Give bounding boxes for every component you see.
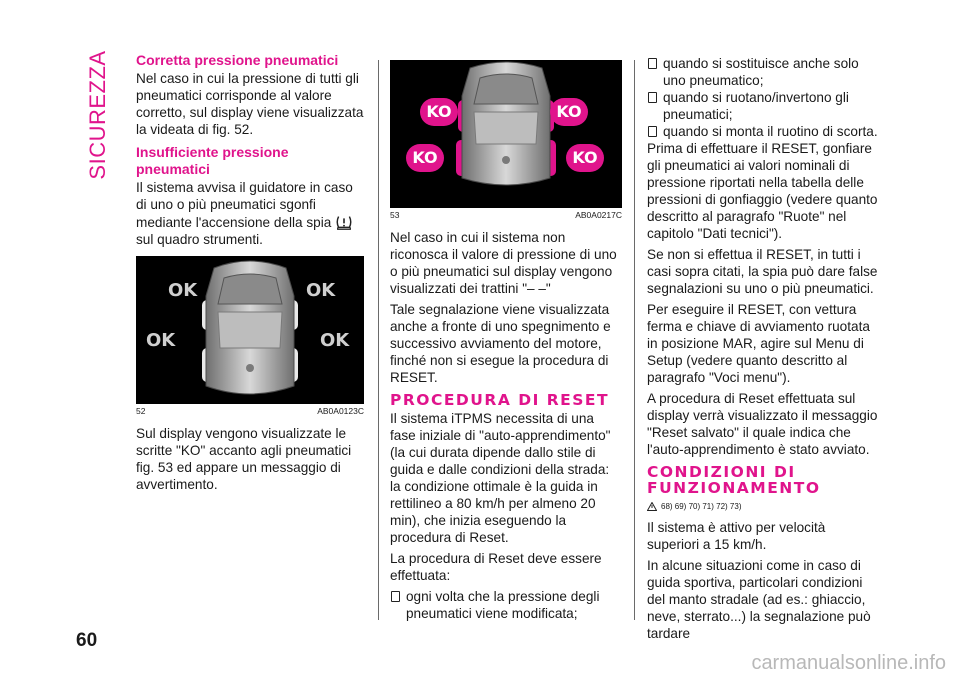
figure-caption	[390, 210, 622, 221]
paragraph: Il sistema è attivo per velocità superiori a 15 km/h.	[647, 520, 826, 552]
section-title: SICUREZZA	[85, 50, 110, 180]
figure-number: 52	[136, 406, 146, 416]
heading-reset-procedure: PROCEDURA DI RESET	[390, 391, 610, 409]
paragraph-text: Il sistema avvisa il guidatore in caso di uno o più pneumatici sgonfi mediante l'accensione della spia	[136, 180, 353, 230]
paragraph: Se non si effettua il RESET, in tutti i casi sopra citati, la spia può dare false segnalazioni su uno o più pneumatici.	[647, 247, 878, 296]
heading-operating-conditions: CONDIZIONI DI FUNZIONAMENTO	[647, 463, 821, 497]
ok-label-front-left: OK	[168, 280, 198, 301]
paragraph: Il sistema iTPMS necessita di una fase iniziale di "auto-apprendimento" (la cui durata dipende dallo stile di guida e dalle condizioni della strada: la condizione ottimale è la guida in rettilineo a 80 km/h per almeno 20 min), che inizia eseguendo la procedura di Reset.	[390, 411, 611, 545]
paragraph-text: sul quadro strumenti.	[136, 232, 263, 247]
bullet-item	[647, 55, 879, 89]
warning-reference-numbers: 68) 69) 70) 71) 72) 73)	[661, 502, 742, 511]
heading-correct-pressure: Corretta pressione pneumatici	[136, 52, 339, 68]
page-number: 60	[76, 630, 98, 651]
paragraph: Nel caso in cui la pressione di tutti gli pneumatici corrisponde al valore corretto, sul display viene visualizzata la videata di fig. 52.	[136, 71, 364, 137]
paragraph: La procedura di Reset deve essere effettuata:	[390, 551, 602, 583]
paragraph: Per eseguire il RESET, con vettura ferma e chiave di avviamento ruotata in posizione MAR, agire sul Menu di Setup (vedere quanto descritto al paragrafo "Voci menu").	[647, 302, 870, 385]
paragraph: In alcune situazioni come in caso di guida sportiva, particolari condizioni del manto stradale (ad es.: ghiaccio, neve, sterrato...) la segnalazione può tardare	[647, 558, 871, 641]
ko-badge-rear-right: KO	[566, 144, 604, 172]
paragraph: Tale segnalazione viene visualizzata anche a fronte di uno spegnimento e successivo avviamento del motore, finché non si esegue la procedura di RESET.	[390, 302, 611, 385]
watermark: carmanualsonline.info	[751, 652, 946, 674]
checkbox-bullet-icon	[648, 58, 657, 69]
bullet-text: quando si monta il ruotino di scorta.	[663, 124, 878, 139]
ok-label-rear-right: OK	[320, 330, 350, 351]
bullet-text: quando si ruotano/invertono gli pneumatici;	[663, 90, 849, 122]
column-1	[136, 52, 364, 497]
ok-label-rear-left: OK	[146, 330, 176, 351]
column-3	[647, 55, 879, 646]
figure-code: AB0A0217C	[575, 210, 622, 220]
figure-number: 53	[390, 210, 400, 220]
paragraph	[136, 179, 364, 248]
warning-references	[647, 498, 879, 515]
column-divider	[634, 60, 635, 620]
ok-label-front-right: OK	[306, 280, 336, 301]
tyre-pressure-warning-icon	[335, 213, 353, 231]
bullet-text: ogni volta che la pressione degli pneumatici viene modificata;	[406, 589, 600, 621]
paragraph: Sul display vengono visualizzate le scritte "KO" accanto agli pneumatici fig. 53 ed appare un messaggio di avvertimento.	[136, 426, 352, 492]
figure-caption	[136, 406, 364, 417]
ko-badge-rear-left: KO	[406, 144, 444, 172]
checkbox-bullet-icon	[648, 126, 657, 137]
figure-code: AB0A0123C	[317, 406, 364, 416]
bullet-item	[647, 123, 879, 140]
section-tab	[78, 40, 118, 190]
ko-badge-front-left: KO	[420, 98, 458, 126]
column-2	[390, 60, 622, 622]
checkbox-bullet-icon	[648, 92, 657, 103]
column-divider	[378, 60, 379, 620]
bullet-item	[390, 588, 622, 622]
paragraph: Nel caso in cui il sistema non riconosca il valore di pressione di uno o più pneumatici sul display vengono visualizzati dei trattini "– –"	[390, 230, 617, 296]
heading-insufficient-pressure: Insufficiente pressione pneumatici	[136, 144, 289, 177]
figure-52-ok-display	[136, 256, 364, 404]
paragraph: A procedura di Reset effettuata sul display verrà visualizzato il messaggio "Reset salvato" il quale indica che l'auto-apprendimento è stato avviato.	[647, 391, 878, 457]
figure-53-ko-display	[390, 60, 622, 208]
warning-triangle-icon	[647, 502, 657, 511]
bullet-text: quando si sostituisce anche solo uno pneumatico;	[663, 56, 859, 88]
paragraph: Prima di effettuare il RESET, gonfiare gli pneumatici ai valori nominali di pressione riportati nella tabella delle pressioni di gonfiaggio (vedere quanto descritto al paragrafo "Ruote" nel capitolo "Dati tecnici").	[647, 141, 878, 241]
ko-badge-front-right: KO	[550, 98, 588, 126]
checkbox-bullet-icon	[391, 591, 400, 602]
bullet-item	[647, 89, 879, 123]
